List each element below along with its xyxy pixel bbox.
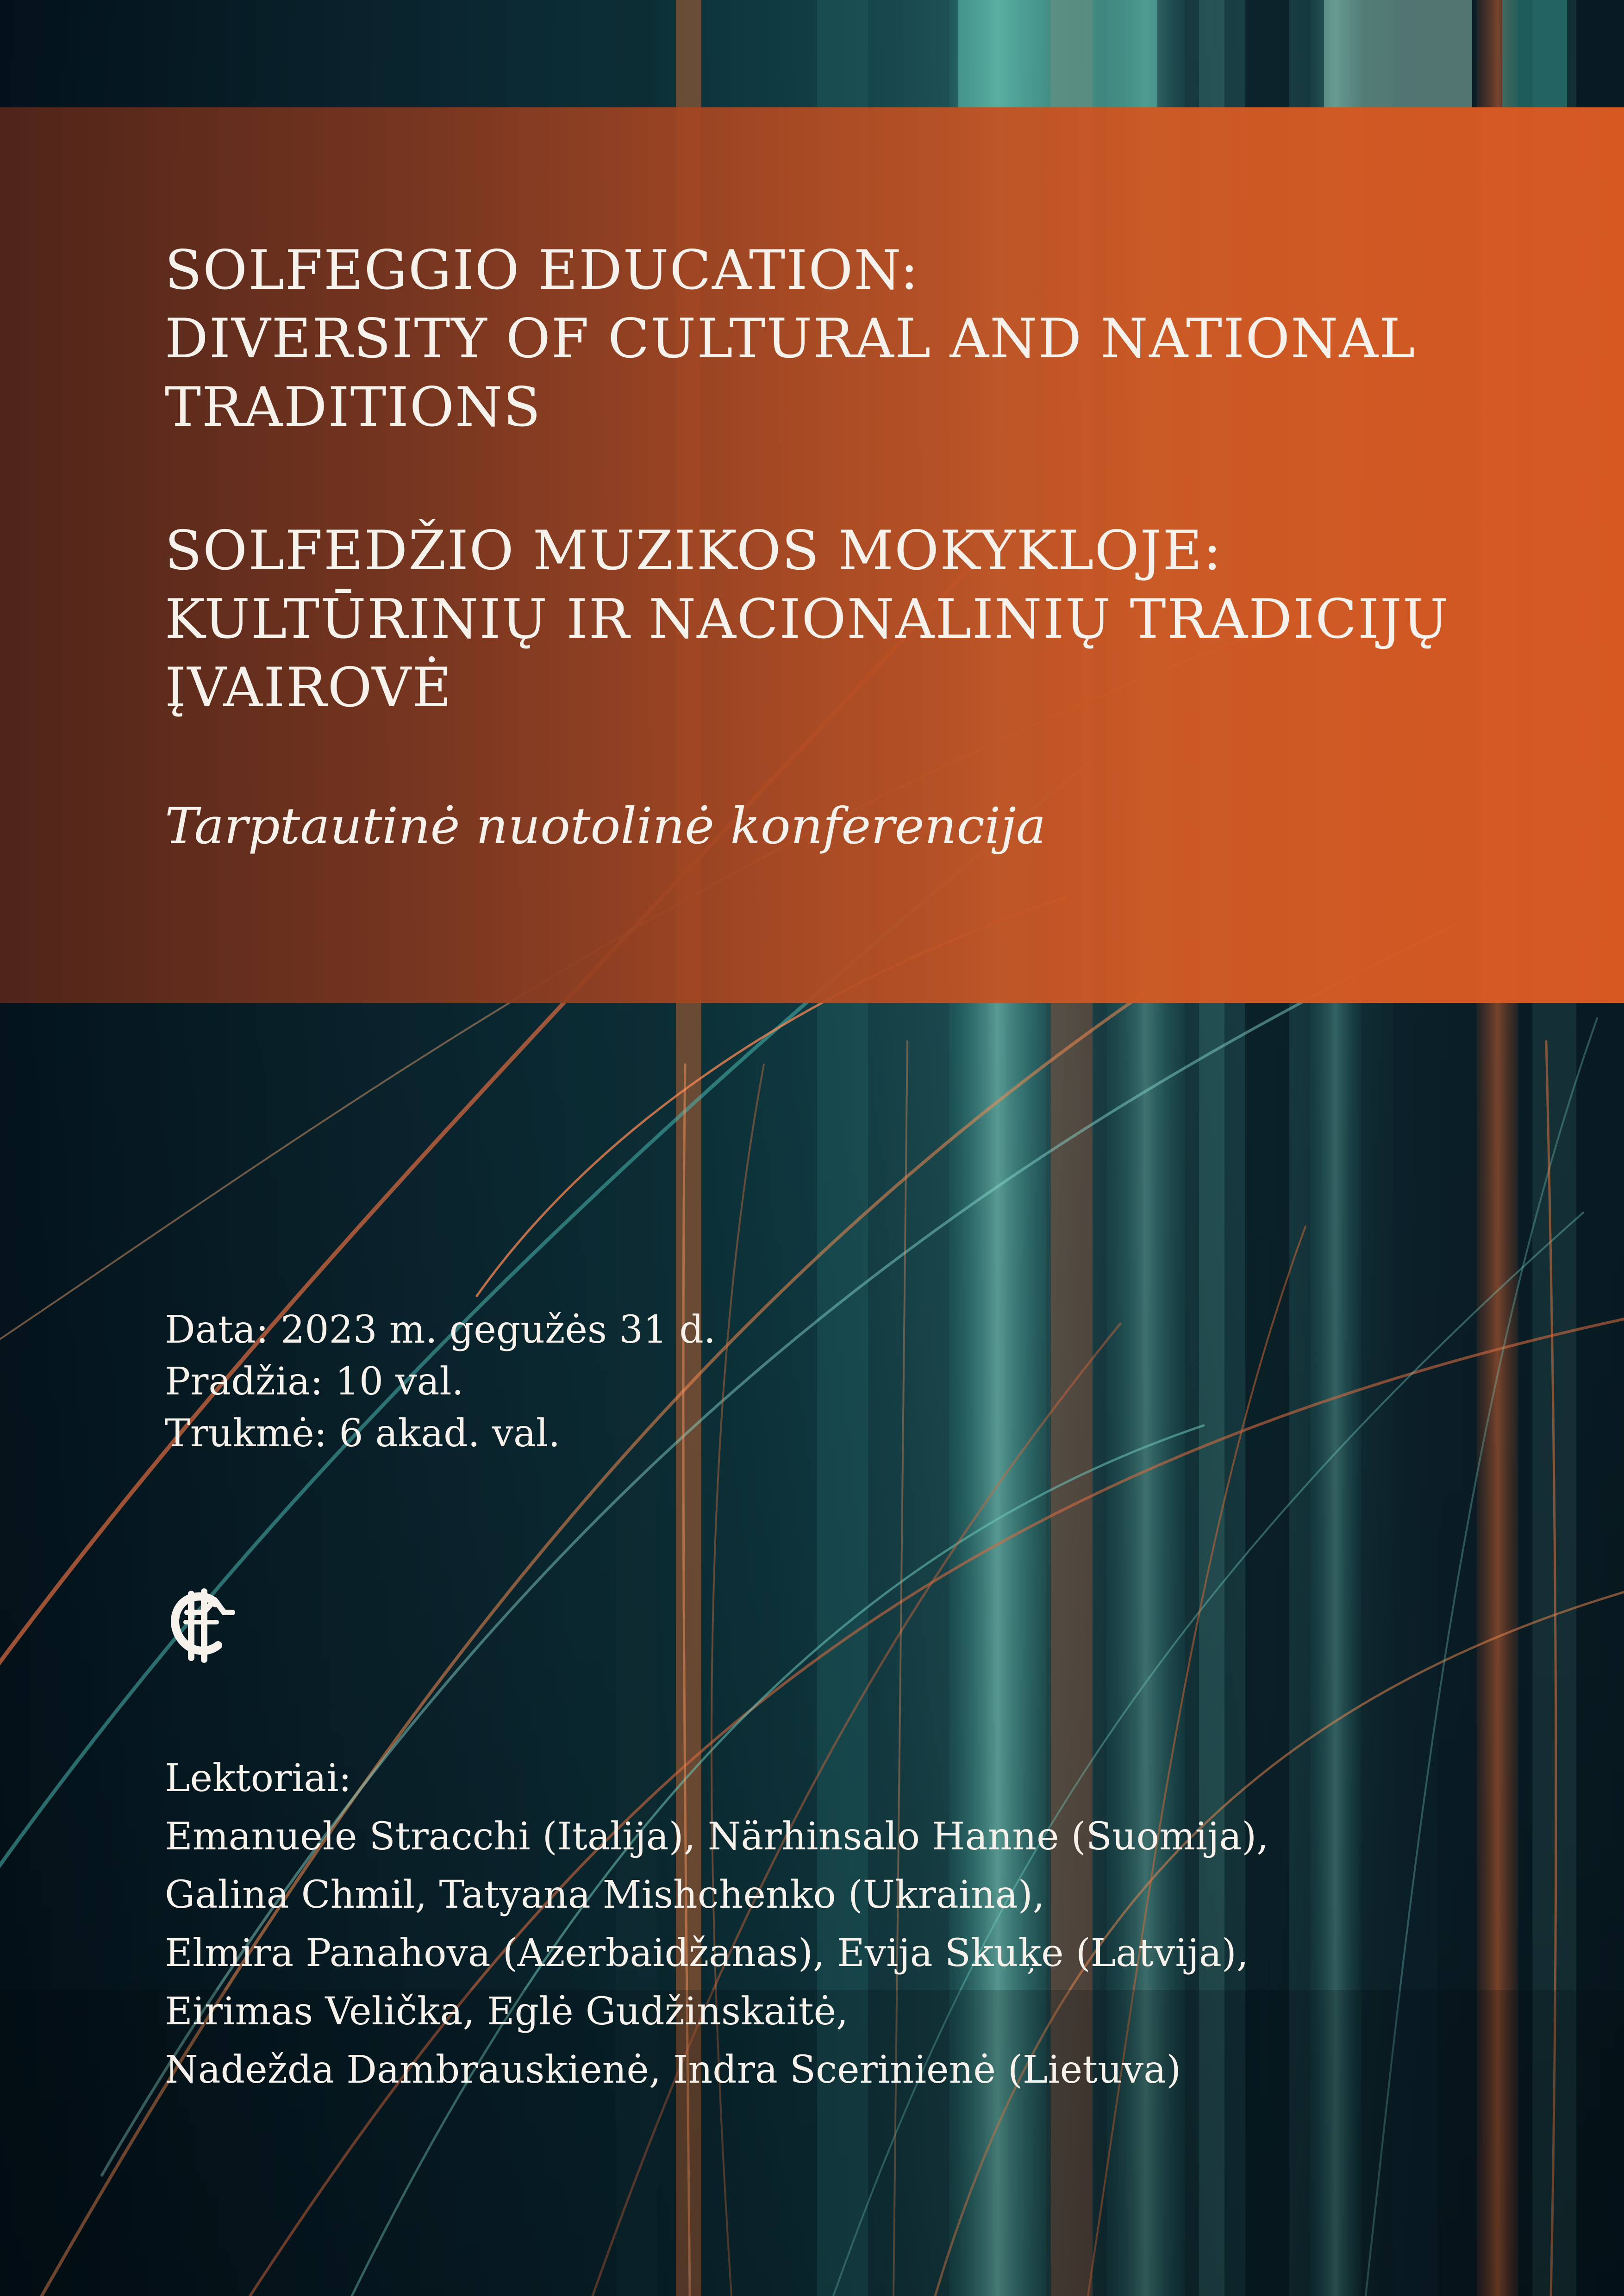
conference-subtitle: Tarptautinė nuotolinė konferencija (165, 797, 1046, 855)
lecturer-line: Emanuele Stracchi (Italija), Närhinsalo Hanne (Suomija), (165, 1815, 1269, 1859)
lecturer-line: Galina Chmil, Tatyana Mishchenko (Ukraina), (165, 1873, 1045, 1917)
english-title-line: SOLFEGGIO EDUCATION: (165, 238, 919, 302)
lecturer-line: Elmira Panahova (Azerbaidžanas), Evija Skuķe (Latvija), (165, 1931, 1249, 1975)
event-duration: Trukmė: 6 akad. val. (165, 1412, 561, 1456)
event-start-time: Pradžia: 10 val. (165, 1360, 464, 1404)
lithuanian-title-line: KULTŪRINIŲ IR NACIONALINIŲ TRADICIJŲ (165, 587, 1449, 651)
lithuanian-title-line: ĮVAIROVĖ (165, 656, 453, 719)
lithuanian-title-line: SOLFEDŽIO MUZIKOS MOKYKLOJE: (165, 519, 1223, 582)
lecturers-section (165, 1749, 1268, 2099)
event-date: Data: 2023 m. gegužės 31 d. (165, 1308, 716, 1352)
lecturer-line: Nadežda Dambrauskienė, Indra Scerinienė (Lietuva) (165, 2048, 1181, 2092)
school-monogram-logo-icon (165, 1587, 237, 1664)
lecturers-heading: Lektoriai: (165, 1756, 352, 1800)
english-title-line: TRADITIONS (165, 375, 542, 439)
english-title-line: DIVERSITY OF CULTURAL AND NATIONAL (165, 307, 1416, 370)
english-title (165, 236, 1554, 442)
lithuanian-title (165, 516, 1554, 722)
event-details (165, 1304, 716, 1460)
lecturer-line: Eirimas Velička, Eglė Gudžinskaitė, (165, 1990, 849, 2034)
